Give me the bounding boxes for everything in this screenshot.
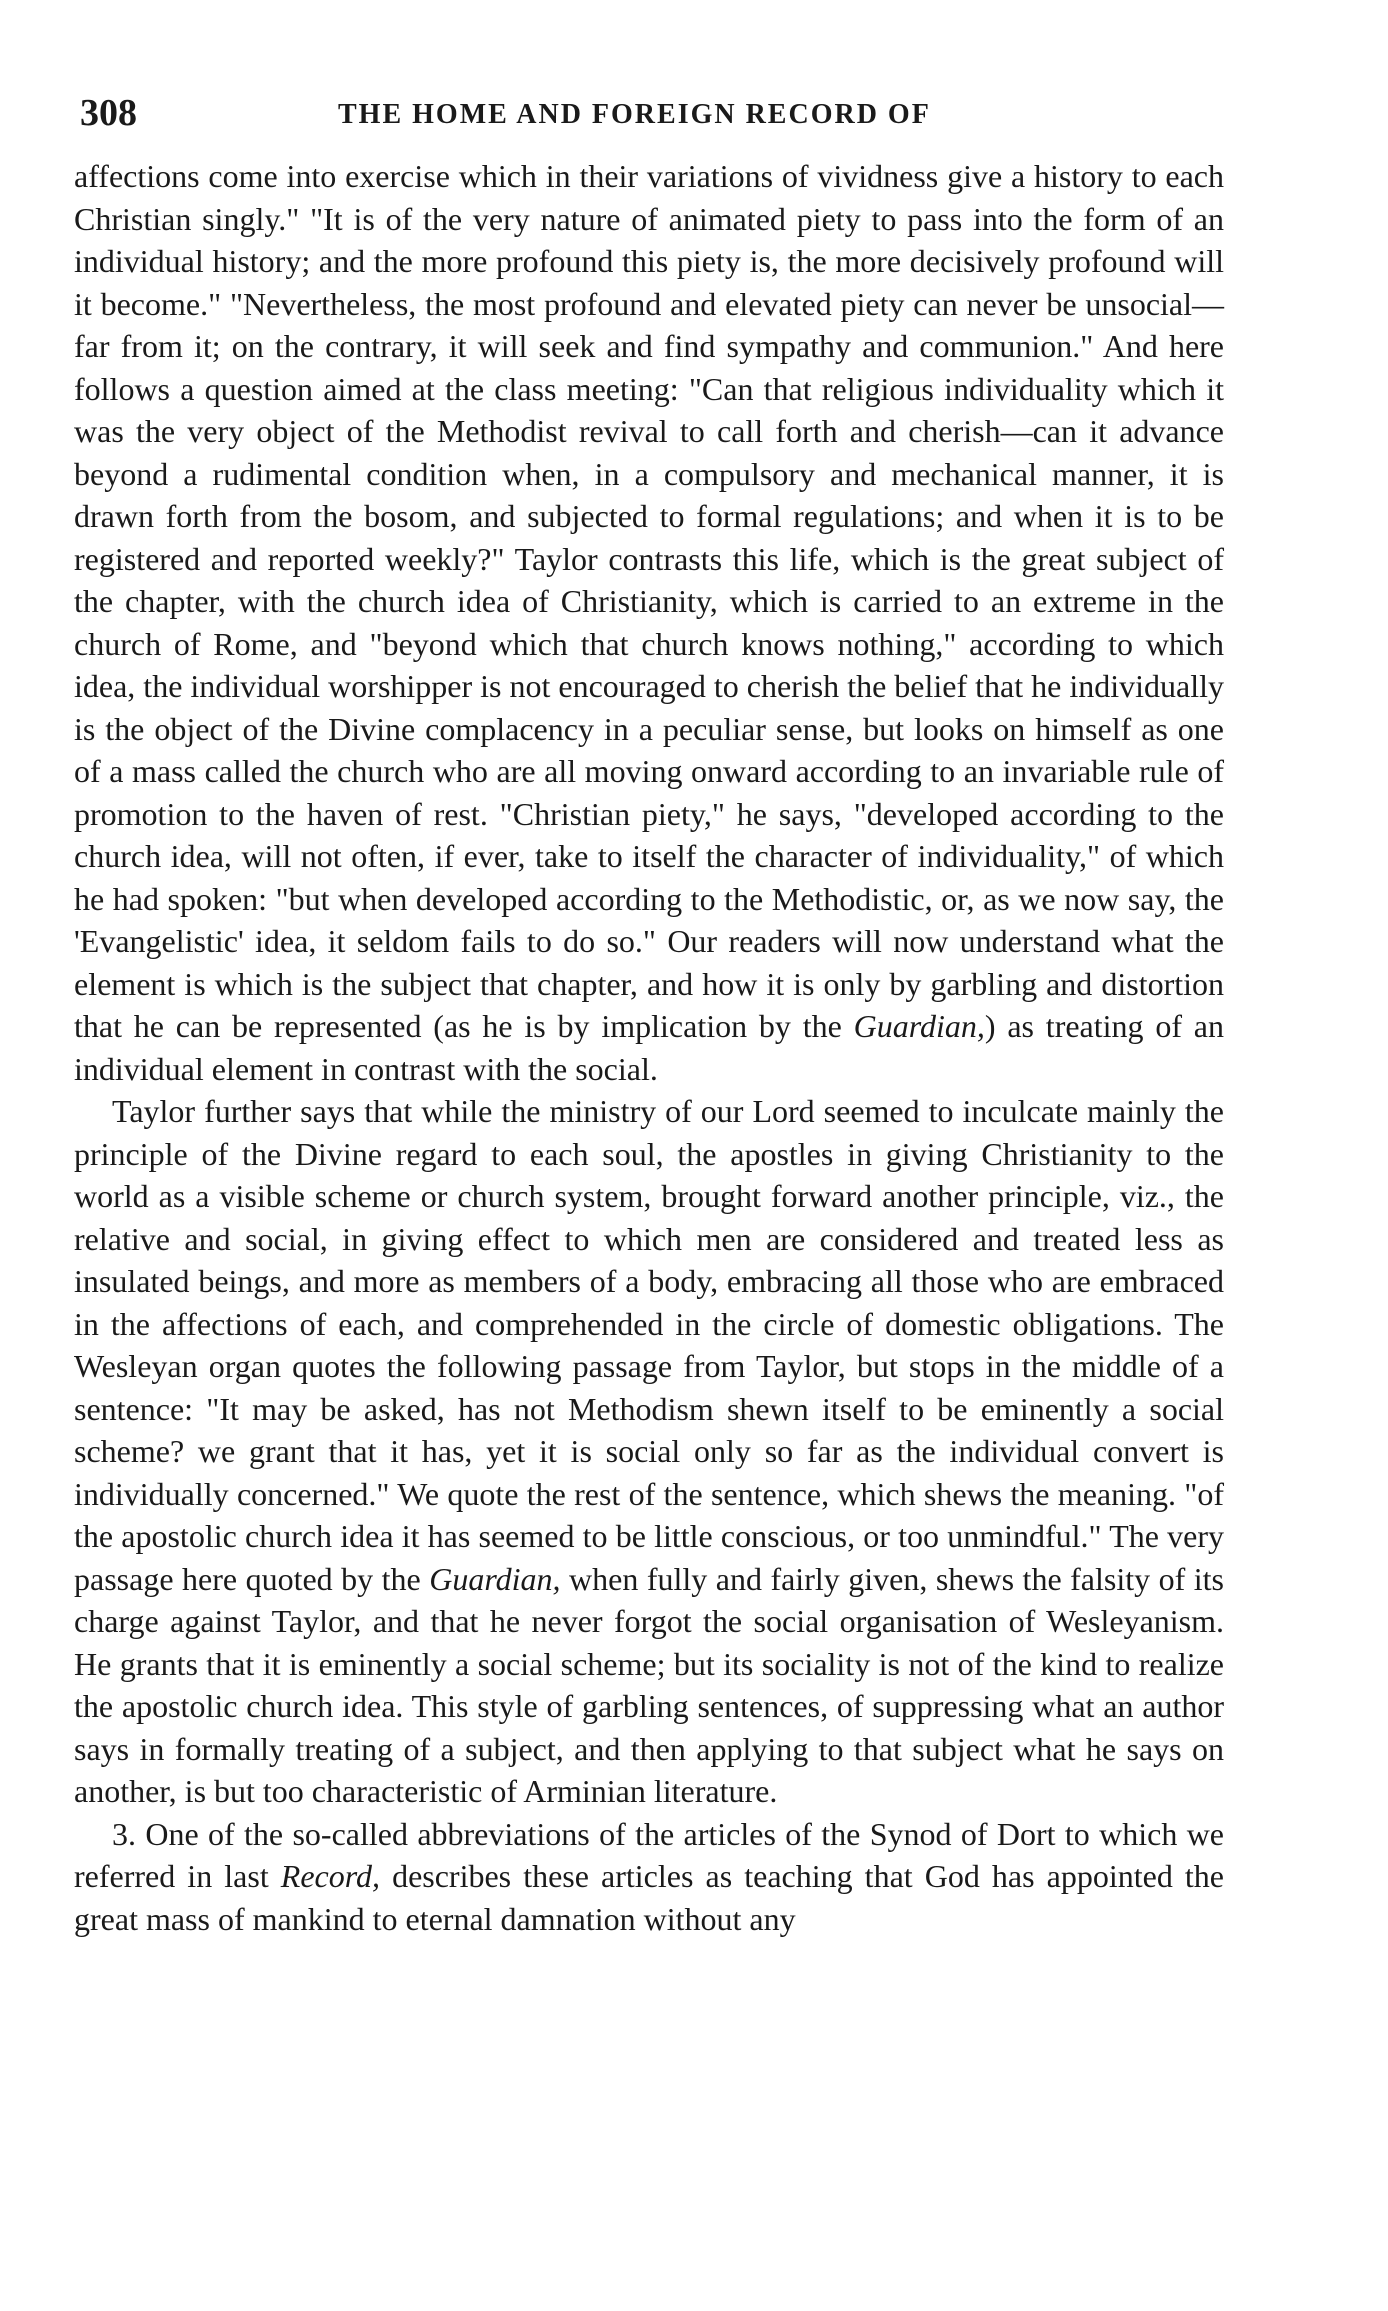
paragraph-text: 3. One of the so-called abbreviations of the articles of the Synod of Dort to which we referred in last — [74, 1815, 1224, 1894]
paragraph-text: affections come into exercise which in their variations of vividness give a history to each Christian singly." "It is of the very nature of animated piety to pass into the form of an individual history; and the more profound this piety is, the more decisively profound will it become." "Nevertheless, the most profound and elevated piety can never be unsocial—far from it; on the contrary, it will seek and find sympathy and communion." And here follows a question aimed at the class meeting: "Can that religious individuality which it was the very object of the Methodist revival to call forth and cherish—can it advance beyond a rudimental condition when, in a compulsory and mechanical manner, it is drawn forth from the bosom, and subjected to formal regulations; and when it is to be registered and reported weekly?" Taylor contrasts this life, which is the great subject of the chapter, with the church idea of Christianity, which is carried to an extreme in the church of Rome, and "beyond which that church knows nothing," according to which idea, the individual worshipper is not encouraged to cherish the belief that he individually is the object of the Divine complacency in a peculiar sense, but looks on himself as one of a mass called the church who are all moving onward according to an invariable rule of promotion to the haven of rest. "Christian piety," he says, "developed according to the church idea, will not often, if ever, take to itself the character of individuality," of which he had spoken: "but when developed according to the Methodistic, or, as we now say, the 'Evangelistic' idea, it seldom fails to do so." Our readers will now understand what the element is which is the subject that chapter, and how it is only by garbling and distortion that he can be represented (as he is by implication by the — [74, 158, 1224, 1044]
paragraph-text: Taylor further says that while the ministry of our Lord seemed to inculcate mainly the principle of the Divine regard to each soul, the apostles in giving Christianity to the world as a visible scheme or church system, brought forward another principle, viz., the relative and social, in giving effect to which men are considered and treated less as insulated beings, and more as members of a body, embracing all those who are embraced in the affections of each, and comprehended in the circle of domestic obligations. The Wesleyan organ quotes the following passage from Taylor, but stops in the middle of a sentence: "It may be asked, has not Methodism shewn itself to be eminently a social scheme? we grant that it has, yet it is social only so far as the individual convert is individually concerned." We quote the rest of the sentence, which shews the meaning. "of the apostolic church idea it has seemed to be little conscious, or too unmindful." The very passage here quoted by the — [74, 1093, 1224, 1597]
paragraph-text: describes these articles as teaching that God has appointed the great mass of mankind to eternal damnation without any — [74, 1858, 1225, 1937]
italic-title: Record, — [280, 1858, 380, 1894]
paragraph-1 — [74, 155, 1224, 1090]
body-text — [74, 155, 1224, 1940]
italic-title: Guardian, — [429, 1560, 561, 1597]
page-number: 308 — [80, 92, 137, 134]
italic-title: Guardian, — [853, 1008, 985, 1044]
paragraph-3 — [74, 1813, 1224, 1941]
paragraph-2 — [74, 1090, 1224, 1813]
page-header — [80, 88, 1240, 138]
paragraph-text: ) as treating of an individual element in contrast with the social. — [74, 1008, 1225, 1087]
paragraph-text: when fully and fairly given, shews the falsity of its charge against Taylor, and that he never forgot the social organisation of Wesleyanism. He grants that it is eminently a social scheme; but its sociality is not of the kind to realize the apostolic church idea. This style of garbling sentences, of suppressing what an author says in formally treating of a subject, and then applying to that subject what he says on another, is but too characteristic of Arminian literature. — [74, 1560, 1225, 1809]
running-title: THE HOME AND FOREIGN RECORD OF — [338, 99, 931, 130]
